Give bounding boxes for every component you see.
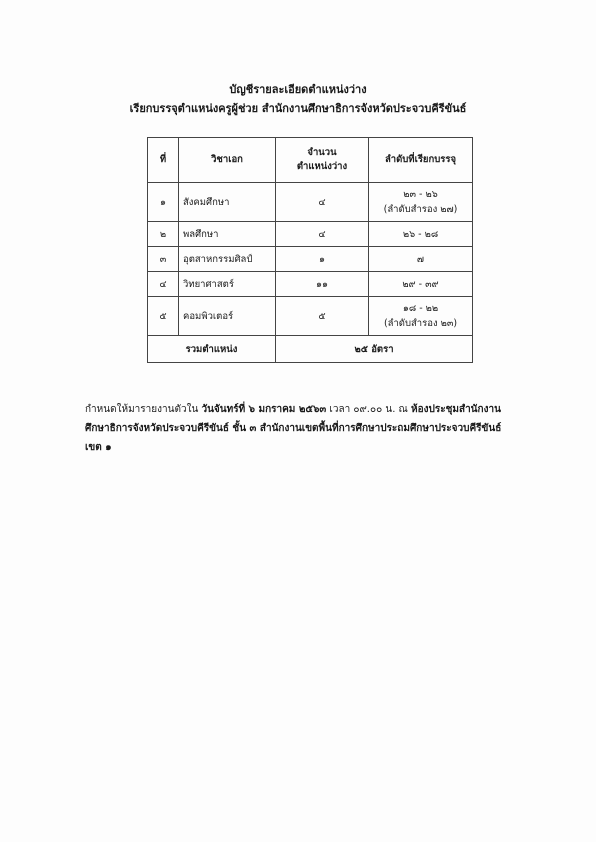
row-subject: อุตสาหกรรมศิลป์: [179, 247, 276, 272]
table-row: [148, 247, 473, 272]
row-no: ๕: [148, 297, 179, 336]
notice-venue-line2: ศึกษาธิการจังหวัดประจวบคีรีขันธ์: [85, 423, 229, 434]
row-rank-note: (ลำดับสำรอง ๒๗): [383, 204, 458, 215]
title-line-2: เรียกบรรจุตำแหน่งครูผู้ช่วย สำนักงานศึกษาธิการจังหวัดประจวบคีรีขันธ์: [129, 102, 467, 115]
notice-lead: กำหนดให้มารายงานตัวใน: [85, 404, 202, 415]
header-no: ที่: [148, 138, 179, 183]
notice-venue-line1: ห้องประชุมสำนักงาน: [411, 404, 501, 415]
vacancy-table: [147, 137, 473, 363]
table-header-row: [148, 138, 473, 183]
row-count: ๕: [276, 297, 369, 336]
table-total-row: [148, 336, 473, 363]
title-line-1: บัญชีรายละเอียดตำแหน่งว่าง: [229, 83, 367, 96]
row-no: ๒: [148, 222, 179, 247]
row-subject: สังคมศึกษา: [179, 183, 276, 222]
notice-date: วันจันทร์ที่ ๖ มกราคม ๒๕๖๓: [201, 404, 327, 415]
header-subject: วิชาเอก: [179, 138, 276, 183]
row-count: ๑๑: [276, 272, 369, 297]
header-count-line2: ตำแหน่งว่าง: [296, 161, 348, 172]
reporting-notice: [85, 400, 515, 457]
table-row: [148, 222, 473, 247]
header-count-line1: จำนวน: [307, 147, 337, 158]
row-rank-note: (ลำดับสำรอง ๒๓): [383, 318, 458, 329]
row-count: ๑: [276, 247, 369, 272]
row-subject: วิทยาศาสตร์: [179, 272, 276, 297]
notice-time: เวลา ๐๙.๐๐ น. ณ: [326, 404, 412, 415]
row-rank: [369, 183, 473, 222]
total-value: ๒๕ อัตรา: [276, 336, 473, 363]
document-title: [0, 80, 596, 118]
header-count: [276, 138, 369, 183]
row-rank: ๒๙ - ๓๙: [369, 272, 473, 297]
row-rank: [369, 297, 473, 336]
table-row: [148, 297, 473, 336]
total-label: รวมตำแหน่ง: [148, 336, 276, 363]
row-no: ๔: [148, 272, 179, 297]
row-count: ๔: [276, 183, 369, 222]
row-subject: พลศึกษา: [179, 222, 276, 247]
row-no: ๑: [148, 183, 179, 222]
notice-venue-rest: ชั้น ๓ สำนักงานเขตพื้นที่การศึกษาประถมศึกษาประจวบคีรีขันธ์ เขต ๑: [85, 423, 502, 453]
row-no: ๓: [148, 247, 179, 272]
row-count: ๔: [276, 222, 369, 247]
row-rank: ๗: [369, 247, 473, 272]
row-rank-range: ๒๓ - ๒๖: [403, 189, 438, 200]
table-row: [148, 183, 473, 222]
header-rank: ลำดับที่เรียกบรรจุ: [369, 138, 473, 183]
table-row: [148, 272, 473, 297]
row-rank: ๒๖ - ๒๘: [369, 222, 473, 247]
row-subject: คอมพิวเตอร์: [179, 297, 276, 336]
row-rank-range: ๑๘ - ๒๒: [402, 303, 439, 314]
